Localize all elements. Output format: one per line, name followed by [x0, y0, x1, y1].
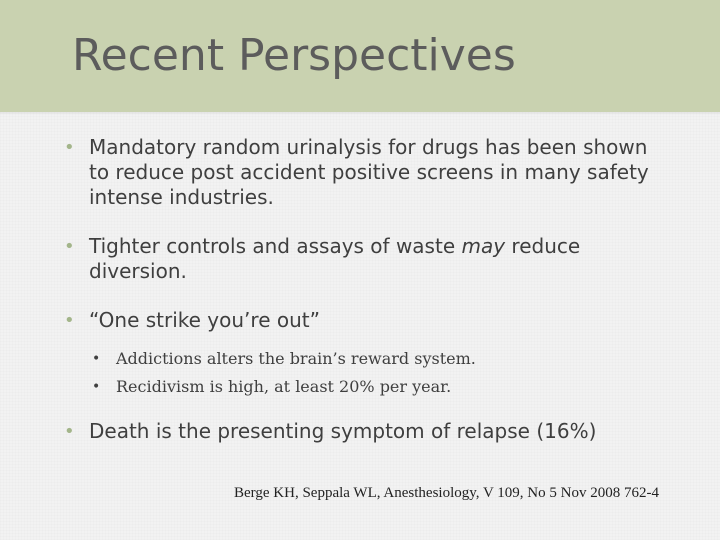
slide-body: [64, 135, 664, 444]
sub-bullet-text: Addictions alters the brain’s reward system.: [116, 349, 476, 368]
sub-bullet-item: [64, 345, 664, 373]
bullet-text: Mandatory random urinalysis for drugs has been shown to reduce post accident positive screens in many safety intense industries.: [89, 135, 649, 209]
bullet-item: [64, 135, 664, 210]
bullet-item: [64, 308, 664, 333]
bullet-item: [64, 234, 664, 284]
bullet-dot-icon: •: [64, 137, 75, 158]
citation: Berge KH, Seppala WL, Anesthesiology, V 109, No 5 Nov 2008 762-4: [234, 485, 659, 501]
bullet-text-part: Tighter controls and assays of waste: [89, 234, 462, 258]
slide-title: Recent Perspectives: [72, 30, 516, 81]
sub-bullet-list: [64, 345, 664, 401]
bullet-dot-icon: •: [64, 421, 75, 442]
bullet-text-part: reduce diversion.: [89, 234, 581, 283]
bullet-dot-icon: •: [64, 310, 75, 331]
sub-bullet-dot-icon: •: [92, 379, 101, 395]
bullet-dot-icon: •: [64, 236, 75, 257]
sub-bullet-text: Recidivism is high, at least 20% per year.: [116, 377, 452, 396]
bullet-item: [64, 419, 664, 444]
title-band: [0, 0, 720, 112]
bullet-text: Death is the presenting symptom of relapse (16%): [89, 419, 597, 443]
bullet-text: “One strike you’re out”: [89, 308, 320, 332]
bullet-text-emphasis: may: [461, 234, 506, 258]
sub-bullet-item: [64, 373, 664, 401]
sub-bullet-dot-icon: •: [92, 351, 101, 367]
